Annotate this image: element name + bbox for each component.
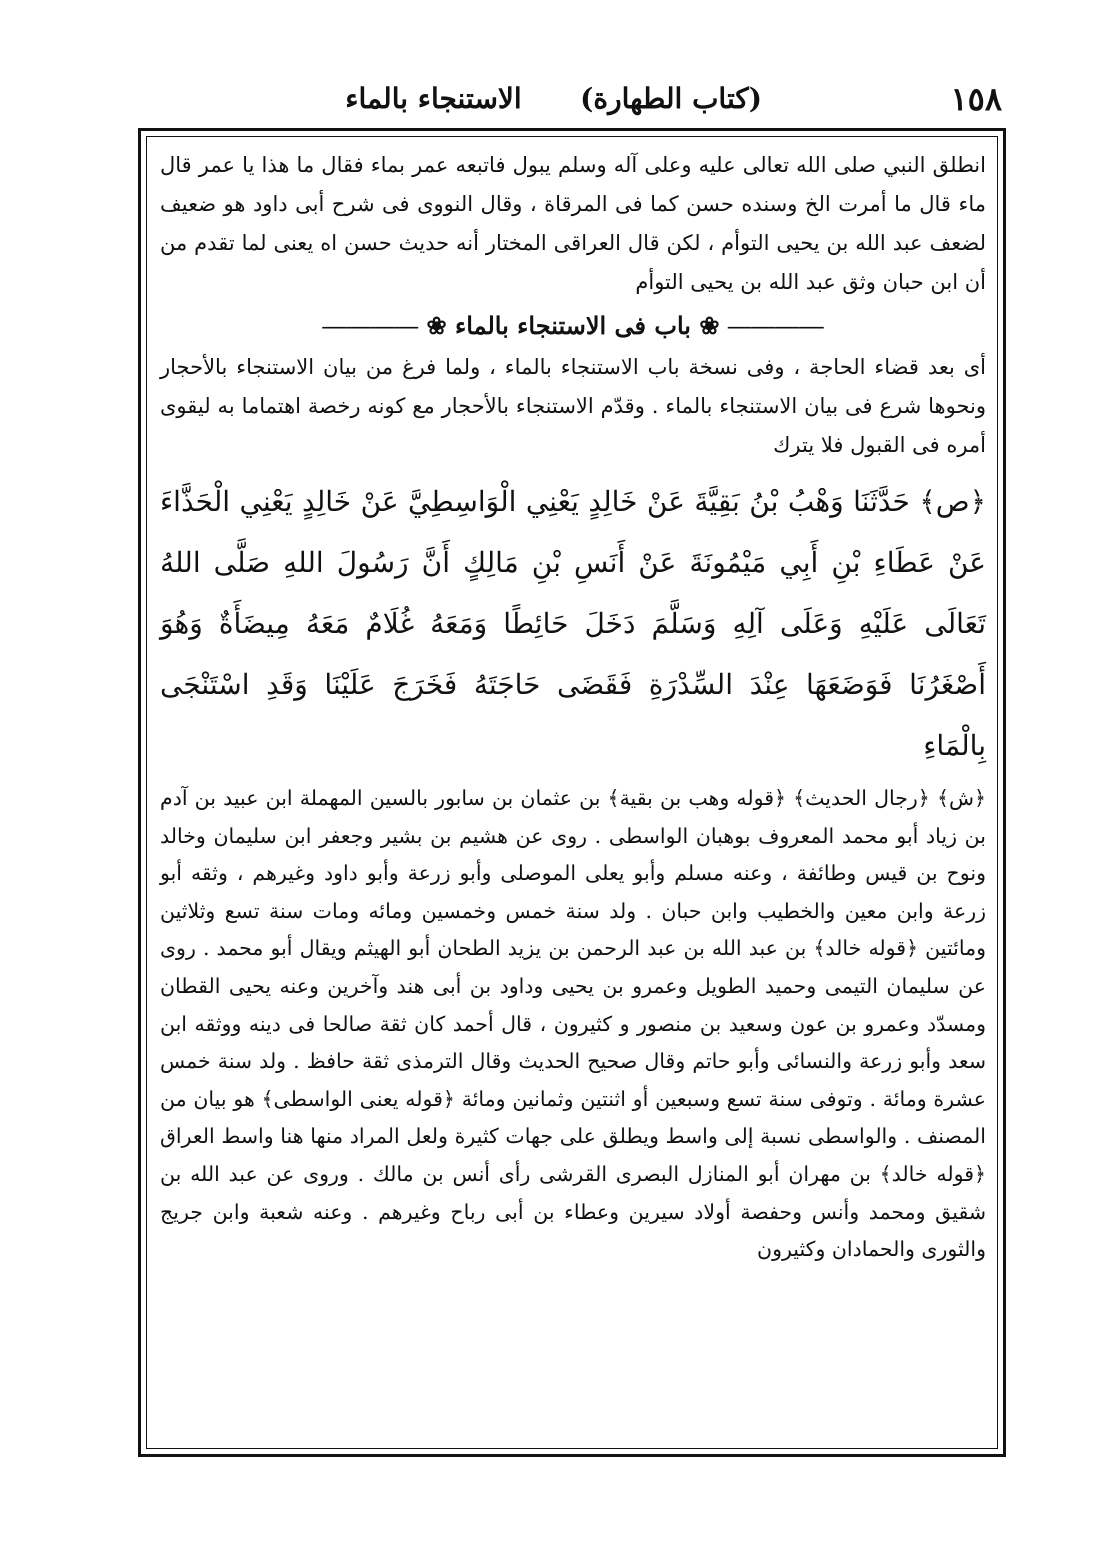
section-title: الاستنجاء بالماء bbox=[345, 82, 522, 115]
page-number: ١٥٨ bbox=[950, 80, 1002, 118]
chapter-heading bbox=[160, 304, 986, 348]
ornament-right-icon: ―――― bbox=[727, 312, 824, 340]
intro-paragraph: انطلق النبي صلى الله تعالى عليه وعلى آله وسلم يبول فاتبعه عمر بماء فقال ما هذا يا عمر قال ماء قال ما أمرت الخ وسنده حسن كما فى المرقاة ، وقال النووى فى شرح أبى داود هو ضعيف لضعف عبد الله بن يحيى التوأم ، لكن قال العراقى المختار أنه حديث حسن اه يعنى لما تقدم من أن ابن حبان وثق عبد الله بن يحيى التوأم bbox=[160, 153, 986, 294]
ornament-left-icon: ―――― bbox=[322, 312, 419, 340]
chapter-title: باب فى الاستنجاء بالماء bbox=[455, 311, 691, 340]
page-content bbox=[160, 146, 986, 1446]
ornament-flower-left-icon: ❀ bbox=[426, 311, 447, 340]
book-title: (كتاب الطهارة) bbox=[580, 82, 762, 115]
chapter-note: أى بعد قضاء الحاجة ، وفى نسخة باب الاستنجاء بالماء ، ولما فرغ من بيان الاستنجاء بالأحجار ونحوها شرع فى بيان الاستنجاء بالماء . وقدّم الاستنجاء بالأحجار مع كونه رخصة اهتماما به ليقوى أمره فى القبول فلا يترك bbox=[160, 355, 986, 457]
page-header bbox=[140, 78, 1002, 124]
ornament-flower-right-icon: ❀ bbox=[699, 311, 720, 340]
commentary-text: ﴿ش﴾ ﴿رجال الحديث﴾ ﴿قوله وهب بن بقية﴾ بن عثمان بن سابور بالسين المهملة ابن عبيد بن آدم بن زياد أبو محمد المعروف بوهبان الواسطى . روى عن هشيم بن بشير وجعفر ابن سليمان وخالد ونوح بن قيس وطائفة ، وعنه مسلم وأبو يعلى الموصلى وأبو زرعة وأبو داود وغيرهم ، وثقه أبو زرعة وابن معين والخطيب وابن حبان . ولد سنة خمس وخمسين ومائه ومات سنة تسع وثلاثين ومائتين ﴿قوله خالد﴾ بن عبد الله بن عبد الرحمن بن يزيد الطحان أبو الهيثم ويقال أبو محمد . روى عن سليمان التيمى وحميد الطويل وعمرو بن يحيى وداود بن أبى هند وآخرين وعنه يحيى القطان ومسدّد وعمرو بن عون وسعيد بن منصور و كثيرون ، قال أحمد كان ثقة صالحا فى دينه ووثقه ابن سعد وأبو زرعة والنسائى وأبو حاتم وقال صحيح الحديث وقال الترمذى ثقة حافظ . ولد سنة خمس عشرة ومائة . وتوفى سنة تسع وسبعين أو اثنتين وثمانين ومائة ﴿قوله يعنى الواسطى﴾ هو بيان من المصنف . والواسطى نسبة إلى واسط ويطلق على جهات كثيرة ولعل المراد منها هنا واسط العراق ﴿قوله خالد﴾ بن مهران أبو المنازل البصرى القرشى رأى أنس بن مالك . وروى عن عبد الله بن شقيق ومحمد وأنس وحفصة أولاد سيرين وعطاء بن أبى رباح وغيرهم . وعنه شعبة وابن جريج والثورى والحمادان وكثيرون bbox=[160, 786, 986, 1262]
hadith-text: ﴿ص﴾ حَدَّثَنَا وَهْبُ بْنُ بَقِيَّةَ عَنْ خَالِدٍ يَعْنِي الْوَاسِطِيَّ عَنْ خَالِدٍ يَعْنِي الْحَذَّاءَ عَنْ عَطَاءِ بْنِ أَبِي مَيْمُونَةَ عَنْ أَنَسِ بْنِ مَالِكٍ أَنَّ رَسُولَ اللهِ صَلَّى اللهُ تَعَالَى عَلَيْهِ وَعَلَى آلِهِ وَسَلَّمَ دَخَلَ حَائِطًا وَمَعَهُ غُلَامٌ مَعَهُ مِيضَأَةٌ وَهُوَ أَصْغَرُنَا فَوَضَعَهَا عِنْدَ السِّدْرَةِ فَقَضَى حَاجَتَهُ فَخَرَجَ عَلَيْنَا وَقَدِ اسْتَنْجَى بِالْمَاءِ bbox=[160, 485, 986, 762]
running-title bbox=[345, 82, 762, 115]
